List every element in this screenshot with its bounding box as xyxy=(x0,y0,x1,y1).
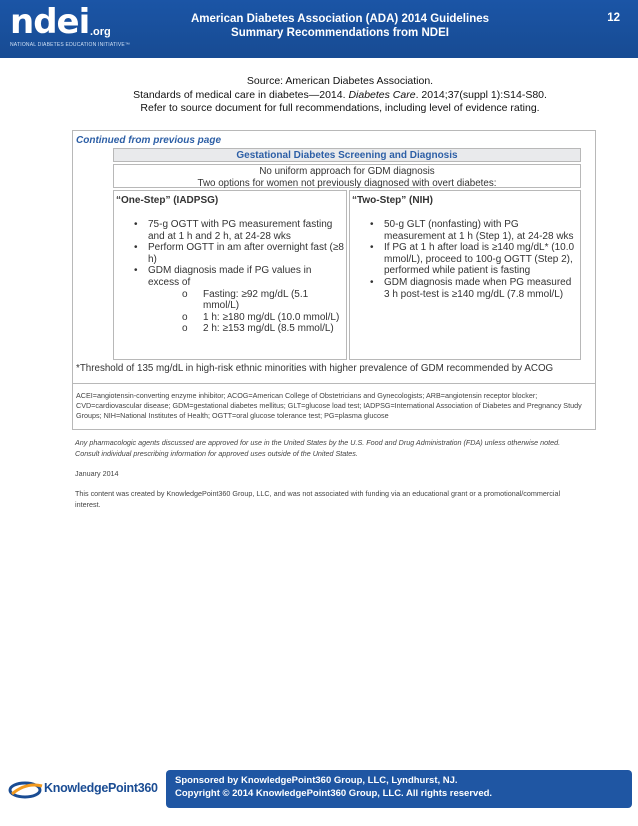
knowledgepoint360-logo[interactable] xyxy=(8,776,158,802)
list-item: • If PG at 1 h after load is ≥140 mg/dL* (10.0 mmol/L), proceed to 100-g OGTT (Step 2), performed while patient is fasting xyxy=(370,242,575,277)
sponsor-banner xyxy=(166,770,632,808)
acog-footnote: *Threshold of 135 mg/dL in high-risk ethnic minorities with higher prevalence of GDM recommended by ACOG xyxy=(76,363,554,374)
item-text: 75-g OGTT with PG measurement fasting and at 1 h and 2 h, at 24-28 wks xyxy=(148,219,333,242)
item-text: If PG at 1 h after load is ≥140 mg/dL* (10.0 mmol/L), proceed to 100-g OGTT (Step 2), performed while patient is fasting xyxy=(384,242,575,277)
citation-prefix: Standards of medical care in diabetes—2014. xyxy=(133,88,349,101)
list-item: • Perform OGTT in am after overnight fast (≥8 h) xyxy=(134,242,344,265)
source-line-3: Refer to source document for full recommendations, including level of evidence rating. xyxy=(140,102,540,115)
logo-text: ndei xyxy=(10,2,90,42)
journal-name: Diabetes Care xyxy=(348,88,416,101)
kp-logo-text: KnowledgePoint360 xyxy=(44,781,158,795)
item-text: GDM diagnosis made when PG measured 3 h post-test is ≥140 mg/dL (7.8 mmol/L) xyxy=(384,276,572,300)
sub-list-item: o Fasting: ≥92 mg/dL (5.1 mmol/L) xyxy=(182,288,309,312)
abbreviations: ACEI=angiotensin-converting enzyme inhibitor; ACOG=American College of Obstetricians and Gynecologists; ARB=angiotensin receptor blocker; CVD=cardiovascular disease; GDM=gestational diabetes mellitus; GLT=glucose load test; IADPSG=International Association of Diabetes and Pregnancy Study Groups; NIH=National Institutes of Health; OGTT=oral glucose tolerance test; PG=plasma glucose xyxy=(76,391,582,420)
page-header xyxy=(0,0,638,58)
sub-list-item: o 1 h: ≥180 mg/dL (10.0 mmol/L) xyxy=(182,311,340,323)
fda-disclaimer: Any pharmacologic agents discussed are approved for use in the United States by the U.S. Food and Drug Administration (FDA) unless otherwise noted. Consult individual prescribing information for approved uses outside of the United States. xyxy=(75,438,561,458)
citation-suffix: . 2014;37(suppl 1):S14-S80. xyxy=(415,88,547,101)
swoosh-icon xyxy=(8,778,44,800)
divider xyxy=(73,383,595,384)
two-step-column xyxy=(349,190,581,360)
item-text: 50-g GLT (nonfasting) with PG measurement at 1 h (Step 1), at 24-28 wks xyxy=(384,219,574,242)
item-text: GDM diagnosis made if PG values in excess of xyxy=(148,265,312,288)
ndei-logo[interactable] xyxy=(8,2,131,52)
two-step-heading: “Two-Step” (NIH) xyxy=(352,195,433,206)
page-number: 12 xyxy=(607,12,620,24)
one-step-list xyxy=(114,219,346,335)
source-line-2 xyxy=(70,89,610,103)
source-citation xyxy=(70,75,610,116)
source-line-1: Source: American Diabetes Association. xyxy=(246,75,434,87)
gdm-table xyxy=(72,130,596,430)
item-text: Perform OGTT in am after overnight fast (≥8 h) xyxy=(148,242,344,265)
page-title xyxy=(150,12,530,40)
one-step-column xyxy=(113,190,347,360)
subtitle-line-1: No uniform approach for GDM diagnosis xyxy=(259,166,435,177)
subtitle-line-2: Two options for women not previously diagnosed with overt diabetes: xyxy=(197,177,497,189)
sub-item-text: 2 h: ≥153 mg/dL (8.5 mmol/L) xyxy=(203,323,334,335)
title-line-2: Summary Recommendations from NDEI xyxy=(231,27,449,39)
list-item: • 75-g OGTT with PG measurement fasting and at 1 h and 2 h, at 24-28 wks xyxy=(134,219,333,242)
sub-item-text: Fasting: ≥92 mg/dL (5.1 mmol/L) xyxy=(203,288,309,312)
list-item: • GDM diagnosis made if PG values in excess of o Fasting: ≥92 mg/dL (5.1 mmol/L) o 1 h: ≥180 mg/dL (10.0 mmol/L) o 2 h: ≥153 mg/dL (8.5 mmol/L) xyxy=(114,265,346,335)
table-subtitle xyxy=(113,164,581,188)
two-step-list xyxy=(350,219,580,300)
logo-tagline: NATIONAL DIABETES EDUCATION INITIATIVE™ xyxy=(10,42,131,48)
sub-item-text: 1 h: ≥180 mg/dL (10.0 mmol/L) xyxy=(203,311,340,323)
table-title: Gestational Diabetes Screening and Diagnosis xyxy=(113,148,581,162)
list-item: • 50-g GLT (nonfasting) with PG measurement at 1 h (Step 1), at 24-28 wks xyxy=(370,219,574,242)
logo-suffix: .org xyxy=(90,26,111,38)
one-step-heading: “One-Step” (IADPSG) xyxy=(116,195,219,206)
sponsor-line-1: Sponsored by KnowledgePoint360 Group, LLC, Lyndhurst, NJ. xyxy=(175,775,458,786)
creation-note: This content was created by KnowledgePoint360 Group, LLC, and was not associated with funding via an educational grant or a promotional/commercial interest. xyxy=(75,489,561,509)
title-line-1: American Diabetes Association (ADA) 2014 Guidelines xyxy=(190,13,490,25)
copyright-line: Copyright © 2014 KnowledgePoint360 Group, LLC. All rights reserved. xyxy=(175,787,493,799)
list-item: • GDM diagnosis made when PG measured 3 h post-test is ≥140 mg/dL (7.8 mmol/L) xyxy=(370,276,572,300)
publication-date: January 2014 xyxy=(75,469,119,478)
continued-label: Continued from previous page xyxy=(76,135,222,146)
sub-list-item: o 2 h: ≥153 mg/dL (8.5 mmol/L) xyxy=(182,323,334,335)
